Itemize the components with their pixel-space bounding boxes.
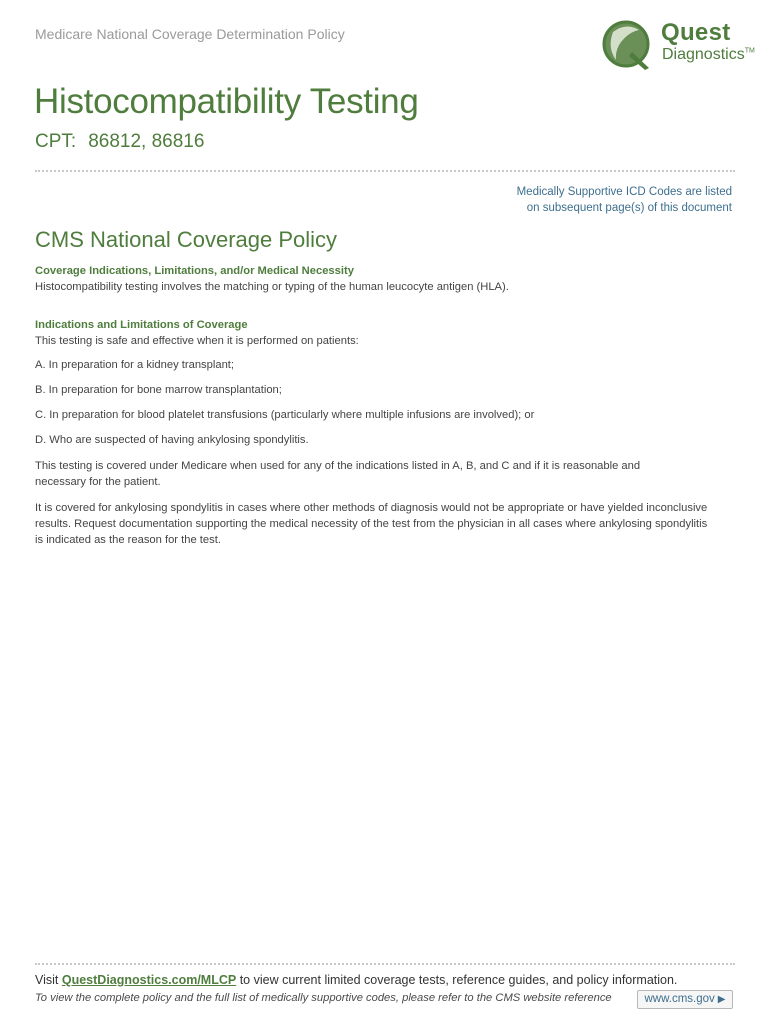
list-item: D. Who are suspected of having ankylosing spondylitis. bbox=[35, 434, 309, 446]
list-item: A. In preparation for a kidney transplant; bbox=[35, 359, 235, 371]
cpt-label: CPT: bbox=[35, 131, 77, 152]
footer-visit bbox=[35, 973, 677, 987]
section-heading: CMS National Coverage Policy bbox=[35, 227, 338, 252]
logo-text-diagnostics: Diagnostics™ bbox=[662, 46, 755, 63]
divider-top bbox=[35, 170, 735, 172]
covered-line: This testing is covered under Medicare when used for any of the indications listed in A, B, and C and if it is reasonable and bbox=[35, 460, 641, 472]
footer-reference: To view the complete policy and the full list of medically supportive codes, please refer to the CMS website reference bbox=[35, 992, 612, 1004]
visit-suffix: to view current limited coverage tests, reference guides, and policy information. bbox=[236, 973, 678, 987]
icd-codes-note bbox=[517, 184, 732, 216]
divider-bottom bbox=[35, 963, 735, 965]
logo-text-quest: Quest bbox=[661, 19, 731, 46]
cpt-values: 86812, 86816 bbox=[88, 131, 205, 152]
play-arrow-icon: ▶ bbox=[717, 994, 726, 1005]
mlcp-link[interactable]: QuestDiagnostics.com/MLCP bbox=[61, 973, 237, 987]
as-line: is indicated as the reason for the test. bbox=[35, 534, 221, 546]
quest-logo bbox=[599, 16, 759, 72]
header-title: Medicare National Coverage Determination Policy bbox=[35, 26, 345, 42]
coverage-subhead: Coverage Indications, Limitations, and/or Medical Necessity bbox=[35, 265, 354, 277]
page-title: Histocompatibility Testing bbox=[34, 82, 419, 121]
list-item: C. In preparation for blood platelet transfusions (particularly where multiple infusions are involved); or bbox=[35, 409, 535, 421]
coverage-text: Histocompatibility testing involves the matching or typing of the human leucocyte antigen (HLA). bbox=[35, 281, 509, 293]
cpt-codes bbox=[35, 131, 204, 153]
cms-button-label: www.cms.gov bbox=[644, 993, 715, 1005]
as-line: It is covered for ankylosing spondylitis in cases where other methods of diagnosis would not be appropriate or have yielded inconclusive bbox=[35, 502, 708, 514]
list-item: B. In preparation for bone marrow transplantation; bbox=[35, 384, 282, 396]
trademark-mark: TM bbox=[744, 47, 755, 55]
ankylosing-spondylitis-paragraph bbox=[35, 500, 735, 548]
quest-logo-icon bbox=[599, 16, 657, 72]
icd-note-line1: Medically Supportive ICD Codes are listed bbox=[516, 186, 732, 198]
coverage-section bbox=[35, 263, 735, 295]
indications-section bbox=[35, 317, 735, 349]
indications-intro: This testing is safe and effective when it is performed on patients: bbox=[35, 335, 359, 347]
indications-subhead: Indications and Limitations of Coverage bbox=[35, 319, 248, 331]
covered-line: necessary for the patient. bbox=[35, 476, 161, 488]
as-line: results. Request documentation supporting the medical necessity of the test from the physician in all cases where ankylosing spondylitis bbox=[35, 518, 708, 530]
icd-note-line2: on subsequent page(s) of this document bbox=[526, 202, 732, 214]
visit-prefix: Visit bbox=[35, 973, 62, 987]
covered-paragraph bbox=[35, 458, 735, 490]
cms-website-button[interactable] bbox=[637, 990, 733, 1009]
